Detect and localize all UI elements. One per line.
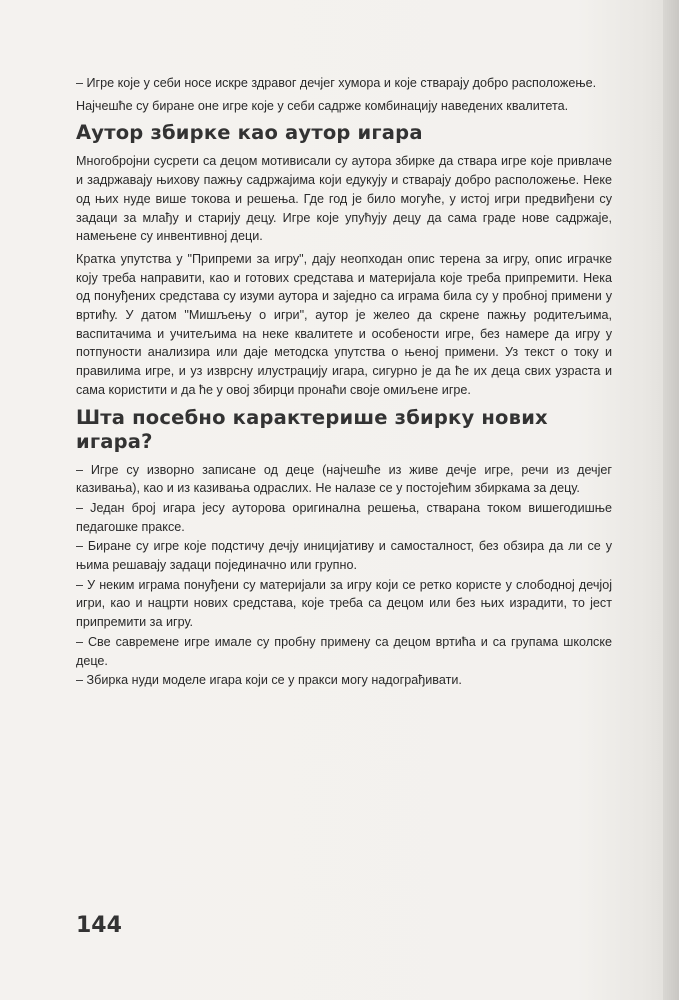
page-number: 144 [76, 913, 122, 938]
section1-heading: Аутор збирке као аутор игара [76, 121, 423, 145]
section2-item-2: – Један број игара јесу ауторова оригинална решења, стварана током вишегодишње педагошке праксе. [76, 500, 612, 534]
section1-paragraph-1: Многобројни сусрети са децом мотивисали су аутора збирке да ствара игре које привлаче и задржавају њихову пажњу садржајима који едукују и стварају добро расположење. Неке од њих нуде више токова и решења. Где год је било могуће, у истој игри предвиђени су задаци за млађу и старију децу. Игре које упућују децу да сама граде нове садржаје, намењене су инвентивној деци. [76, 154, 612, 244]
intro-paragraph-2: Најчешће су биране оне игре које у себи садрже комбинацију наведених квалитета. [76, 98, 569, 113]
section2-item-4: – У неким играма понуђени су материјали за игру који се ретко користе у слободној дечјој игри, као и нацрти нових средстава, које треба са децом или без њих израдити, то јест припремити за игру. [76, 577, 612, 630]
section1-paragraph-2: Кратка упутства у "Припреми за игру", дају неопходан опис терена за игру, опис игрaчке коју треба направити, као и готових средстава и материјала које треба припремити. Нека од понуђених средстава су изуми аутора и заједно са играма била су у пробној примени у вртићу. У датом "Мишљењу о игри", аутор је желео да скрене пажњу родитељима, васпитачима и учитељима на неке квалитете и особености игре, без намере да игру у потпуности анализира или даје методска упутства о њеној примени. Уз текст о току и правилима игре, и уз изврсну илустрацију игара, сигурно је да ће их деца свих узраста и сама користити и да ће у овој збирци пронаћи своје омиљене игре. [76, 251, 612, 397]
section2-item-5: – Све савремене игре имале су пробну примену са децом вртића и са групама школске деце. [76, 634, 612, 668]
section2-heading: Шта посебно карактерише збирку нових игара? [76, 405, 548, 453]
page-content [76, 74, 612, 691]
page-edge-shadow [663, 0, 679, 1000]
section2-item-3: – Биране су игре које подстичу дечју иницијативу и самосталност, без обзира да ли се у њима решавају задаци појединачно или групно. [76, 539, 612, 573]
intro-paragraph-1: – Игре које у себи носе искре здравог дечјег хумора и које стварају добро расположење. [76, 76, 597, 90]
section2-item-1: – Игре су изворно записане од деце (најчешће из живе дечје игре, речи из дечјег казивања), као и из казивања одраслих. Не налазе се у постојећим збиркама за децу. [76, 462, 612, 496]
section2-item-6: – Збирка нуди моделе игара који се у пракси могу надограђивати. [76, 673, 462, 688]
